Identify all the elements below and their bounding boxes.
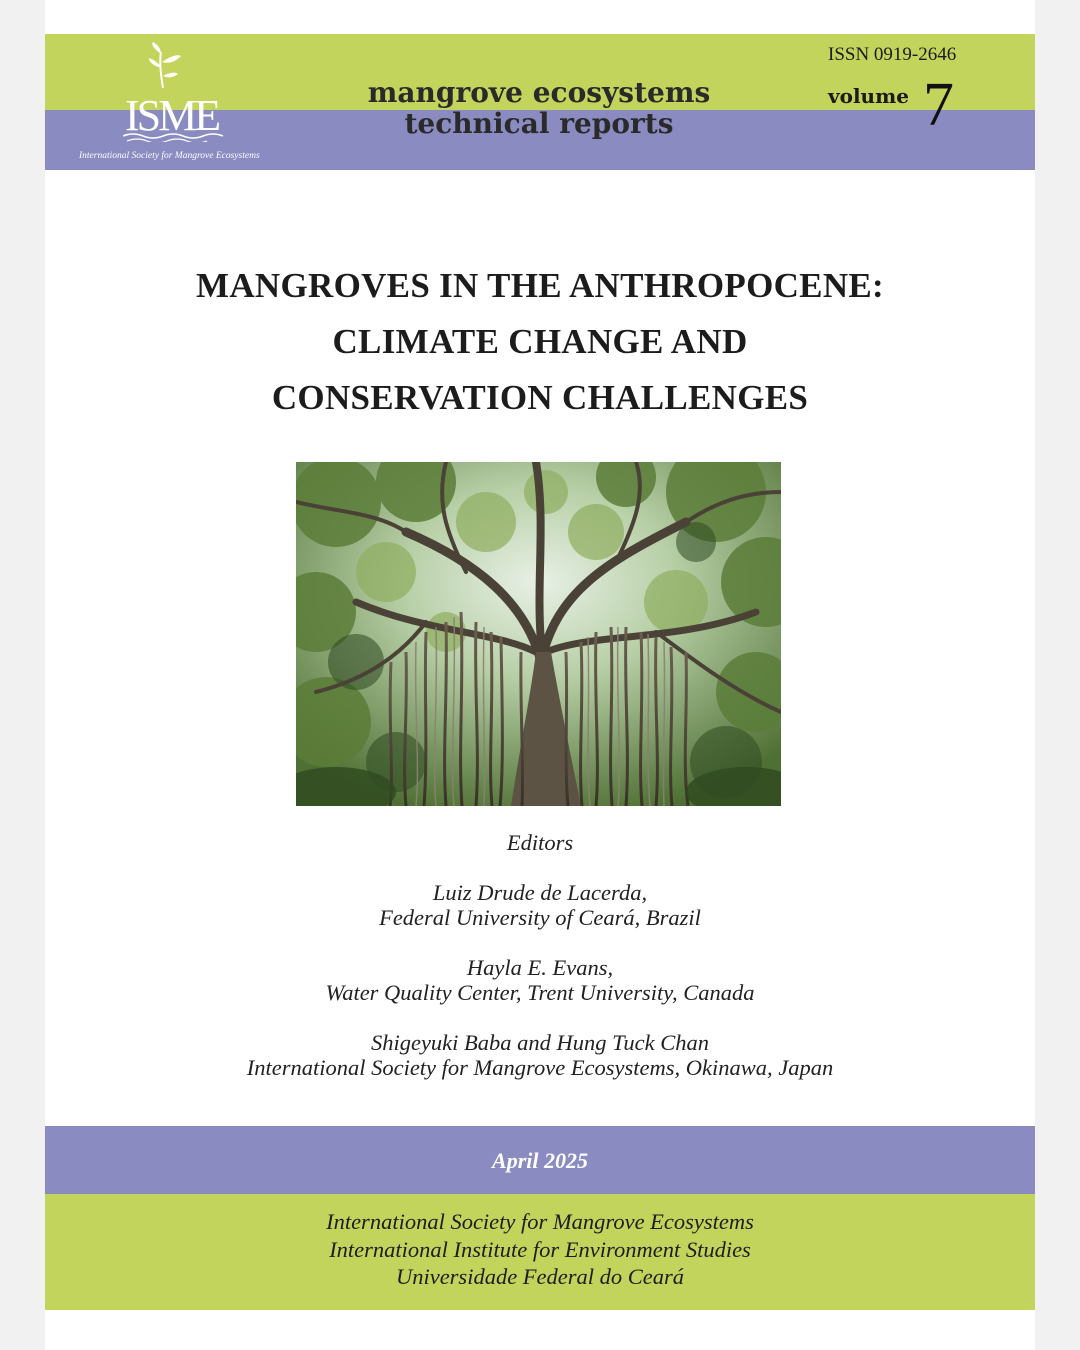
publisher-name: International Institute for Environment Studies [329,1236,751,1262]
logo-caption: International Society for Mangrove Ecosystems [79,151,260,161]
title-line-2: CLIMATE CHANGE AND [332,322,748,361]
editor-affiliation: International Society for Mangrove Ecosystems, Okinawa, Japan [246,1055,834,1080]
editors-heading: Editors [506,830,574,855]
mangrove-sprout-icon [123,42,233,142]
svg-text:ISME: ISME [125,91,219,140]
cover-page [45,0,1035,1350]
publication-date: April 2025 [492,1148,588,1173]
title-line-3: CONSERVATION CHALLENGES [271,378,809,417]
editor-entry [45,880,1035,930]
title-line-1: MANGROVES IN THE ANTHROPOCENE: [195,266,884,305]
editor-entry [45,1030,1035,1080]
editor-affiliation: Federal University of Ceará, Brazil [379,905,701,930]
volume-label: volume [828,84,909,108]
publisher-name: International Society for Mangrove Ecosystems [326,1209,754,1234]
isme-logo [73,38,303,168]
mangrove-tree-photo [296,462,781,806]
series-title-line2: technical reports [404,107,674,140]
publisher-name: Universidade Federal do Ceará [395,1264,685,1289]
publisher-list [45,1208,1035,1291]
editor-affiliation: Water Quality Center, Trent University, Canada [325,980,755,1005]
issn-number: ISSN 0919-2646 [828,44,957,65]
series-title-line1: mangrove ecosystems [367,76,711,109]
volume-number: 7 [923,71,954,139]
editor-name: Luiz Drude de Lacerda, [432,880,648,905]
book-title [45,258,1035,426]
editor-entry [45,955,1035,1005]
editor-name: Shigeyuki Baba and Hung Tuck Chan [370,1030,710,1055]
editor-name: Hayla E. Evans, [466,955,614,980]
